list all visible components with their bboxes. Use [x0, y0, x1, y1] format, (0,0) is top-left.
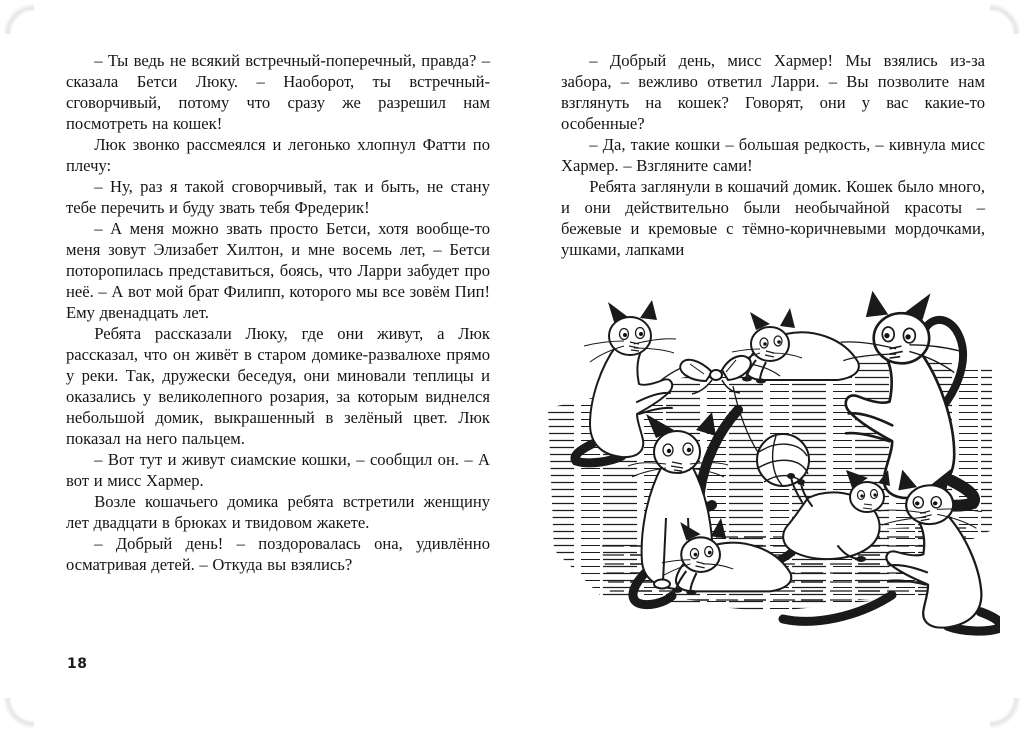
kitten-crouching-top [732, 308, 859, 384]
paragraph: Люк звонко рассмеялся и легонько хлопнул Фатти по плечу: [66, 135, 490, 175]
paragraph: – Ну, раз я такой сговорчивый, так и быть, не стану тебе перечить и буду звать тебя Фредерик! [66, 177, 490, 217]
right-text-column [561, 50, 985, 260]
cats-illustration [540, 290, 1000, 648]
scan-corner-shadow [0, 698, 34, 732]
page-number: 18 [67, 656, 88, 672]
paragraph: Ребята рассказали Люку, где они живут, а Люк рассказал, что он живёт в старом домике-развалюхе прямо у реки. Так, дружески беседуя, они миновали теплицы и оказались у великолепного розария, за которым виднелся небольшой домик, выкрашенный в зелёный цвет. Люк показал на него пальцем. [66, 324, 490, 448]
left-text-column [66, 50, 490, 575]
paragraph: – Ты ведь не всякий встречный-поперечный, правда? – сказала Бетси Люку. – Наоборот, ты встречный-сговорчивый, потому что сразу же разрешил нам посмотреть на кошек! [66, 51, 490, 133]
paragraph: – Да, такие кошки – большая редкость, – кивнула мисс Хармер. – Взгляните сами! [561, 135, 985, 175]
paragraph: – Добрый день! – поздоровалась она, удивлённо осматривая детей. – Откуда вы взялись? [66, 534, 490, 574]
paragraph: – А меня можно звать просто Бетси, хотя вообще-то меня зовут Элизабет Хилтон, и мне восемь лет, – Бетси поторопилась представиться, боясь, что Ларри забудет про неё. – А вот мой брат Филипп, которого мы все зовём Пип! Ему двенадцать лет. [66, 219, 490, 322]
scan-corner-shadow [990, 698, 1024, 732]
paragraph: Возле кошачьего домика ребята встретили женщину лет двадцати в брюках и твидовом жакете. [66, 492, 490, 532]
paragraph: – Вот тут и живут сиамские кошки, – сообщил он. – А вот и мисс Хармер. [66, 450, 490, 490]
scan-corner-shadow [990, 0, 1024, 34]
paragraph: – Добрый день, мисс Хармер! Мы взялись из-за забора, – вежливо ответил Ларри. – Вы позволите нам взглянуть на кошек? Говорят, они у вас какие-то особенные? [561, 51, 985, 133]
paragraph: Ребята заглянули в кошачий домик. Кошек было много, и они действительно были необычайной красоты – бежевые и кремовые с тёмно-коричневыми мордочками, ушками, лапками [561, 177, 985, 259]
scan-corner-shadow [0, 0, 34, 34]
